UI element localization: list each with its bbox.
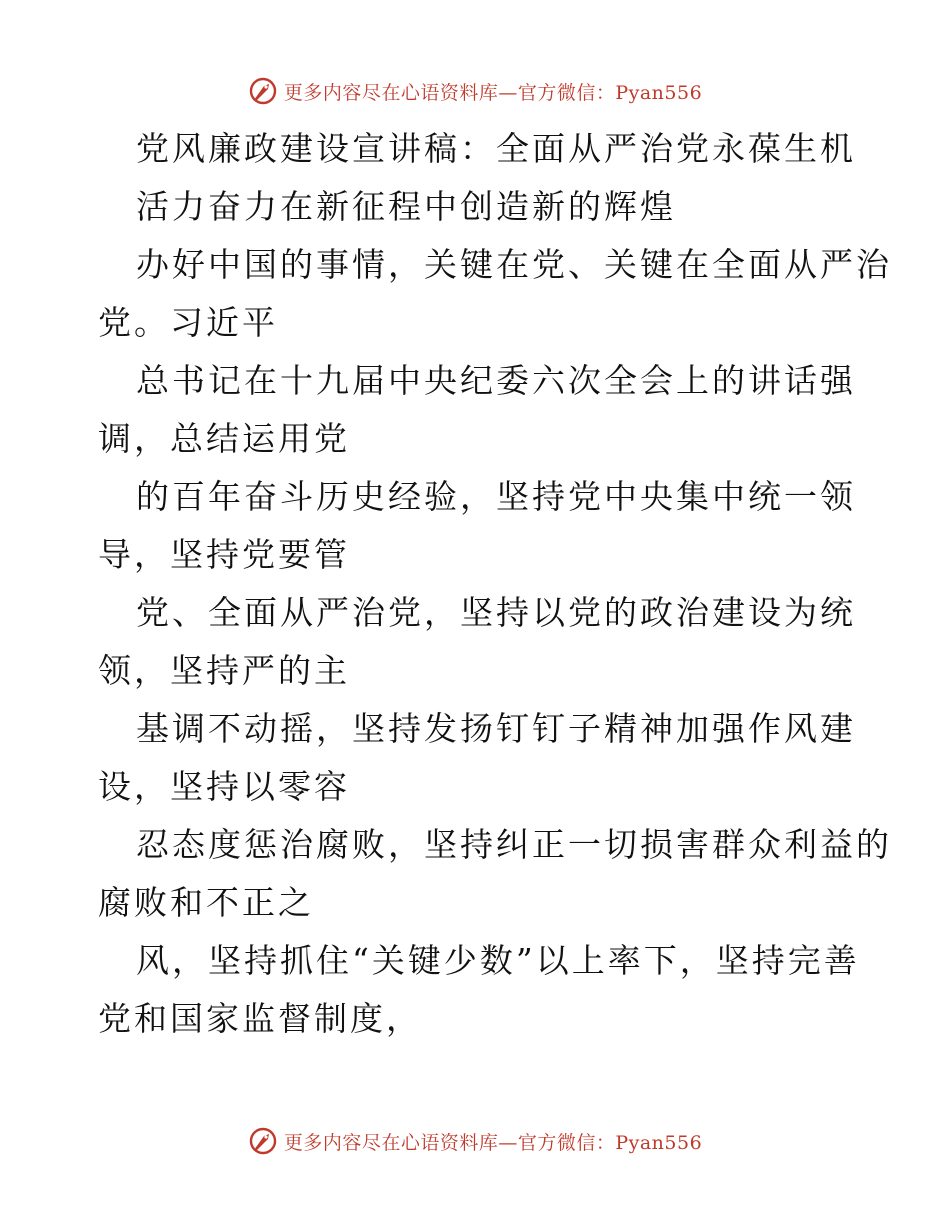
footer-banner-text: 更多内容尽在心语资料库—官方微信：Pyan556 (283, 1131, 703, 1154)
paragraph-line: 领，坚持严的主 (98, 651, 350, 690)
header-banner-text: 更多内容尽在心语资料库—官方微信：Pyan556 (283, 81, 703, 104)
paragraph-line: 腐败和不正之 (98, 883, 314, 922)
paragraph-line: 导，坚持党要管 (98, 535, 350, 574)
paragraph-line: 的百年奋斗历史经验，坚持党中央集中统一领 (136, 477, 856, 516)
paragraph-line: 设，坚持以零容 (98, 767, 350, 806)
paragraph-line: 调，总结运用党 (98, 419, 350, 458)
header-banner (0, 71, 950, 111)
footer-banner (0, 1121, 950, 1161)
paragraph-line: 基调不动摇，坚持发扬钉钉子精神加强作风建 (136, 709, 856, 748)
title-line-2: 活力奋力在新征程中创造新的辉煌 (136, 187, 676, 226)
pen-logo-icon (248, 1126, 278, 1156)
pen-logo-icon (248, 76, 278, 106)
document-body (98, 120, 892, 1048)
paragraph-line: 党。习近平 (98, 303, 278, 342)
paragraph-line: 总书记在十九届中央纪委六次全会上的讲话强 (136, 361, 856, 400)
paragraph-line: 风，坚持抓住“关键少数”以上率下，坚持完善 (136, 941, 860, 980)
paragraph-line: 党和国家监督制度， (98, 999, 422, 1038)
title-line-1: 党风廉政建设宣讲稿：全面从严治党永葆生机 (136, 129, 856, 168)
paragraph-line: 办好中国的事情，关键在党、关键在全面从严治 (136, 245, 892, 284)
paragraph-line: 忍态度惩治腐败，坚持纠正一切损害群众利益的 (136, 825, 892, 864)
paragraph-line: 党、全面从严治党，坚持以党的政治建设为统 (136, 593, 856, 632)
